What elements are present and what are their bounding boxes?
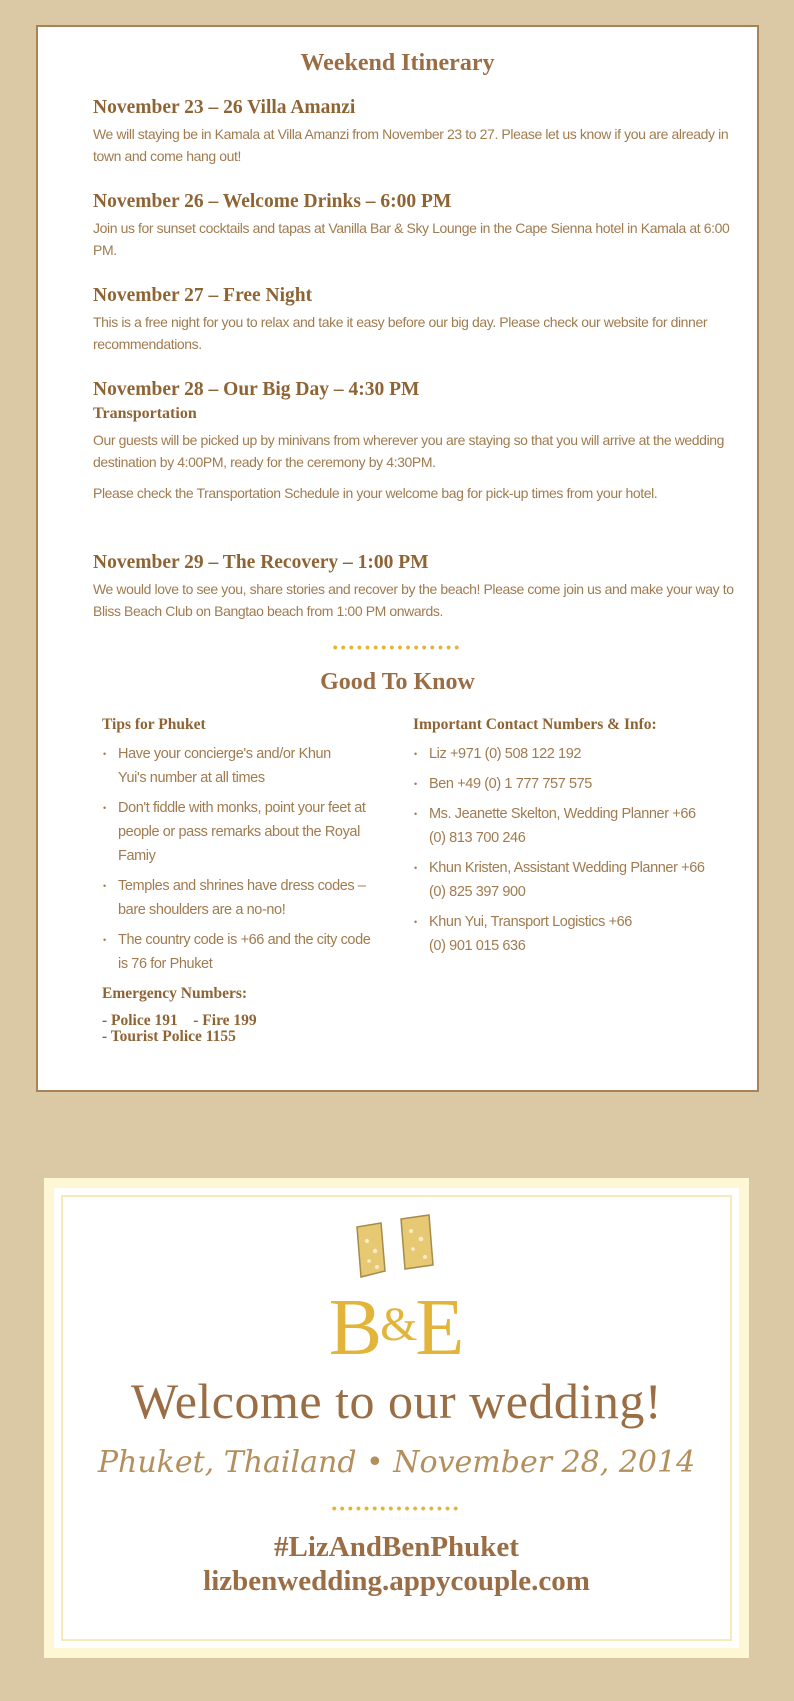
event-item: [93, 285, 743, 364]
emergency-numbers: [102, 985, 257, 1045]
list-item: • The country code is +66 and the city code is 76 for Phuket: [102, 928, 373, 976]
event-item: [93, 552, 743, 631]
event-description: Our guests will be picked up by minivans from wherever you are staying so that you will arrive at the wedding destination by 4:00PM, ready for the ceremony by 4:30PM.: [93, 432, 725, 470]
contacts-list: [413, 742, 753, 958]
list-item: • Have your concierge's and/or Khun Yui's number at all times: [102, 742, 358, 790]
welcome-headline: Welcome to our wedding!: [131, 1373, 662, 1429]
tips-heading: Tips for Phuket: [102, 716, 206, 733]
event-heading: November 26 – Welcome Drinks – 6:00 PM: [93, 191, 452, 212]
list-item: • Khun Kristen, Assistant Wedding Planner +66 (0) 825 397 900: [413, 856, 714, 904]
event-description: We will staying be in Kamala at Villa Amanzi from November 23 to 27. Please let us know if you are already in town and come hang out!: [93, 126, 729, 164]
emergency-line: - Police 191 - Fire 199: [102, 1012, 257, 1029]
event-description: Join us for sunset cocktails and tapas at Vanilla Bar & Sky Lounge in the Cape Sienna hotel in Kamala at 6:00 PM.: [93, 220, 730, 258]
list-item: • Ms. Jeanette Skelton, Wedding Planner +66 (0) 813 700 246: [413, 802, 699, 850]
event-subheading: Transportation: [93, 405, 197, 422]
tips-column: [102, 716, 402, 982]
event-description: Please check the Transportation Schedule in your welcome bag for pick-up times from your hotel.: [93, 485, 658, 501]
list-item: • Khun Yui, Transport Logistics +66 (0) 901 015 636: [413, 910, 644, 958]
tips-list: [102, 742, 402, 976]
monogram-ampersand: &: [380, 1298, 418, 1351]
emergency-line: - Tourist Police 1155: [102, 1028, 236, 1045]
dotted-divider: ••••••••••••••••: [331, 1500, 462, 1516]
location-date: Phuket, Thailand • November 28, 2014: [97, 1445, 696, 1480]
event-item: [93, 379, 743, 513]
monogram: [54, 1284, 739, 1379]
hashtag: #LizAndBenPhuket: [274, 1531, 519, 1563]
emergency-heading: Emergency Numbers:: [102, 985, 248, 1002]
event-description: We would love to see you, share stories and recover by the beach! Please come join us and make your way to Bliss Beach Club on Bangtao beach from 1:00 PM onwards.: [93, 581, 734, 619]
champagne-glasses-icon: [54, 1213, 739, 1288]
itinerary-title: Weekend Itinerary: [300, 50, 495, 76]
contacts-heading: Important Contact Numbers & Info:: [413, 716, 657, 733]
website-link[interactable]: lizbenwedding.appycouple.com: [203, 1565, 590, 1597]
good-to-know-title: Good To Know: [320, 669, 475, 695]
event-heading: November 28 – Our Big Day – 4:30 PM: [93, 379, 420, 400]
monogram-letter: E: [415, 1284, 465, 1372]
event-item: [93, 97, 743, 176]
monogram-letter: B: [328, 1284, 383, 1372]
event-item: [93, 191, 743, 270]
itinerary-card: [36, 25, 759, 1092]
event-heading: November 23 – 26 Villa Amanzi: [93, 97, 356, 118]
welcome-card-inner: [54, 1188, 739, 1648]
contacts-column: [413, 716, 753, 964]
event-heading: November 29 – The Recovery – 1:00 PM: [93, 552, 429, 573]
list-item: • Don't fiddle with monks, point your feet at people or pass remarks about the Royal Famiy: [102, 796, 388, 868]
welcome-card: [44, 1178, 749, 1658]
event-heading: November 27 – Free Night: [93, 285, 313, 306]
list-item: • Temples and shrines have dress codes – bare shoulders are a no-no!: [102, 874, 388, 922]
event-description: This is a free night for you to relax and take it easy before our big day. Please check our website for dinner recommendations.: [93, 314, 708, 352]
dotted-divider: ••••••••••••••••: [332, 639, 463, 655]
list-item: • Ben +49 (0) 1 777 757 575: [413, 772, 753, 796]
list-item: • Liz +971 (0) 508 122 192: [413, 742, 753, 766]
